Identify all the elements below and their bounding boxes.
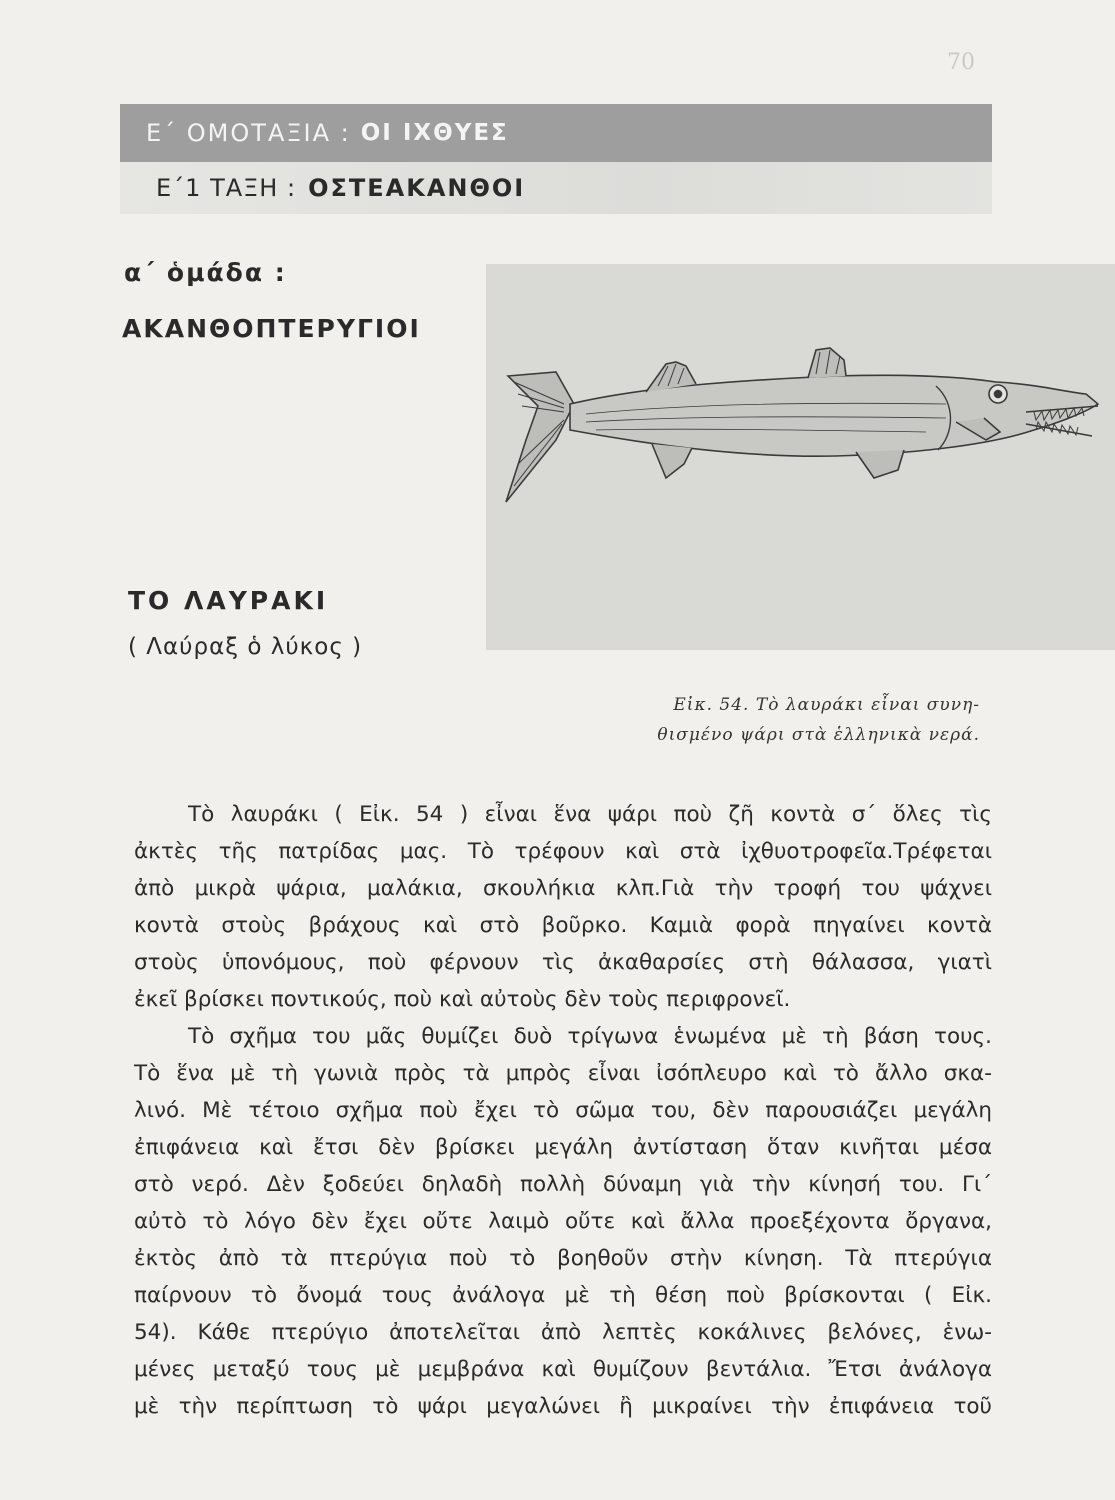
order-prefix: Ε΄1 ΤΑΞΗ : <box>156 174 297 202</box>
text-line: παίρνουν τὸ ὄνομά τους ἀνάλογα μὲ τὴ θέση ποὺ βρίσκονται ( Εἰκ. <box>134 1283 992 1308</box>
text-line: ἀκτὲς τῆς πατρίδας μας. Τὸ τρέφουν καὶ στὰ ἰχθυοτροφεῖα.Τρέφεται <box>134 839 992 864</box>
text-line: στὸ νερό. Δὲν ξοδεύει δηλαδὴ πολλὴ δύναμη γιὰ τὴν κίνησή του. Γι΄ <box>134 1172 992 1197</box>
text-line: ἐκτὸς ἀπὸ τὰ πτερύγια ποὺ τὸ βοηθοῦν στὴν κίνηση. Τὰ πτερύγια <box>134 1246 992 1271</box>
group-name: ΑΚΑΝΘΟΠΤΕΡΥΓΙΟΙ <box>122 314 421 343</box>
caption-line: θισμένο ψάρι στὰ ἑλληνικὰ νερά. <box>657 725 980 745</box>
caption-line: Εἰκ. 54. Τὸ λαυράκι εἶναι συνη- <box>673 695 980 715</box>
figure-caption <box>560 690 980 750</box>
text-line: κοντὰ στοὺς βράχους καὶ στὸ βοῦρκο. Καμιὰ φορὰ πηγαίνει κοντὰ <box>134 913 992 938</box>
class-prefix: Ε΄ ΟΜΟΤΑΞΙΑ : <box>146 119 351 147</box>
text-line: ἐκεῖ βρίσκει ποντικούς, ποὺ καὶ αὐτοὺς δὲν τοὺς περιφρονεῖ. <box>134 987 791 1012</box>
fish-illustration-icon <box>486 264 1115 650</box>
body-text <box>134 796 992 1425</box>
text-line: αὐτὸ τὸ λόγο δὲν ἔχει οὔτε λαιμὸ οὔτε καὶ ἄλλα προεξέχοντα ὄργανα, <box>134 1209 992 1234</box>
page-number: 70 <box>947 50 975 75</box>
dorsal-fin-2 <box>808 348 846 378</box>
figure-54 <box>486 264 1115 650</box>
class-name: ΟΙ ΙΧΘΥΕΣ <box>360 120 509 146</box>
pelvic-fin <box>652 444 692 478</box>
text-line: μένες μεταξύ τους μὲ μεμβράνα καὶ θυμίζουν βεντάλια. Ἔτσι ἀνάλογα <box>134 1357 992 1382</box>
group-label: α΄ ὁμάδα : <box>124 258 287 287</box>
order-name: ΟΣΤΕΑΚΑΝΘΟΙ <box>308 174 526 202</box>
fish-latin-name: ( Λαύραξ ὁ λύκος ) <box>128 634 363 660</box>
text-line: Τὸ ἕνα μὲ τὴ γωνιὰ πρὸς τὰ μπρὸς εἶναι ἰσόπλευρο καὶ τὸ ἄλλο σκα- <box>134 1061 992 1086</box>
text-line: στοὺς ὑπονόμους, ποὺ φέρνουν τὶς ἀκαθαρσίες στὴ θάλασσα, γιατὶ <box>134 950 992 975</box>
text-line: μὲ τὴν περίπτωση τὸ ψάρι μεγαλώνει ἢ μικραίνει τὴν ἐπιφάνεια τοῦ <box>134 1394 992 1419</box>
fish-heading: ΤΟ ΛΑΥΡΑΚΙ <box>128 586 329 615</box>
class-header-band <box>120 104 992 162</box>
anal-fin <box>856 450 904 478</box>
text-line: Τὸ σχῆμα του μᾶς θυμίζει δυὸ τρίγωνα ἑνωμένα μὲ τὴ βάση τους. <box>188 1024 992 1049</box>
text-line: 54). Κάθε πτερύγιο ἀποτελεῖται ἀπὸ λεπτὲς κοκάλινες βελόνες, ἑνω- <box>134 1320 992 1345</box>
text-line: ἐπιφάνεια καὶ ἔτσι δὲν βρίσκει μεγάλη ἀντίσταση ὅταν κινῆται μέσα <box>134 1135 992 1160</box>
text-line: ἀπὸ μικρὰ ψάρια, μαλάκια, σκουλήκια κλπ.Γιὰ τὴν τροφή του ψάχνει <box>134 876 992 901</box>
text-line: λινό. Μὲ τέτοιο σχῆμα ποὺ ἔχει τὸ σῶμα του, δὲν παρουσιάζει μεγάλη <box>134 1098 992 1123</box>
order-header-band <box>120 162 992 214</box>
text-line: Τὸ λαυράκι ( Εἰκ. 54 ) εἶναι ἕνα ψάρι ποὺ ζῆ κοντὰ σ΄ ὅλες τὶς <box>188 802 992 827</box>
